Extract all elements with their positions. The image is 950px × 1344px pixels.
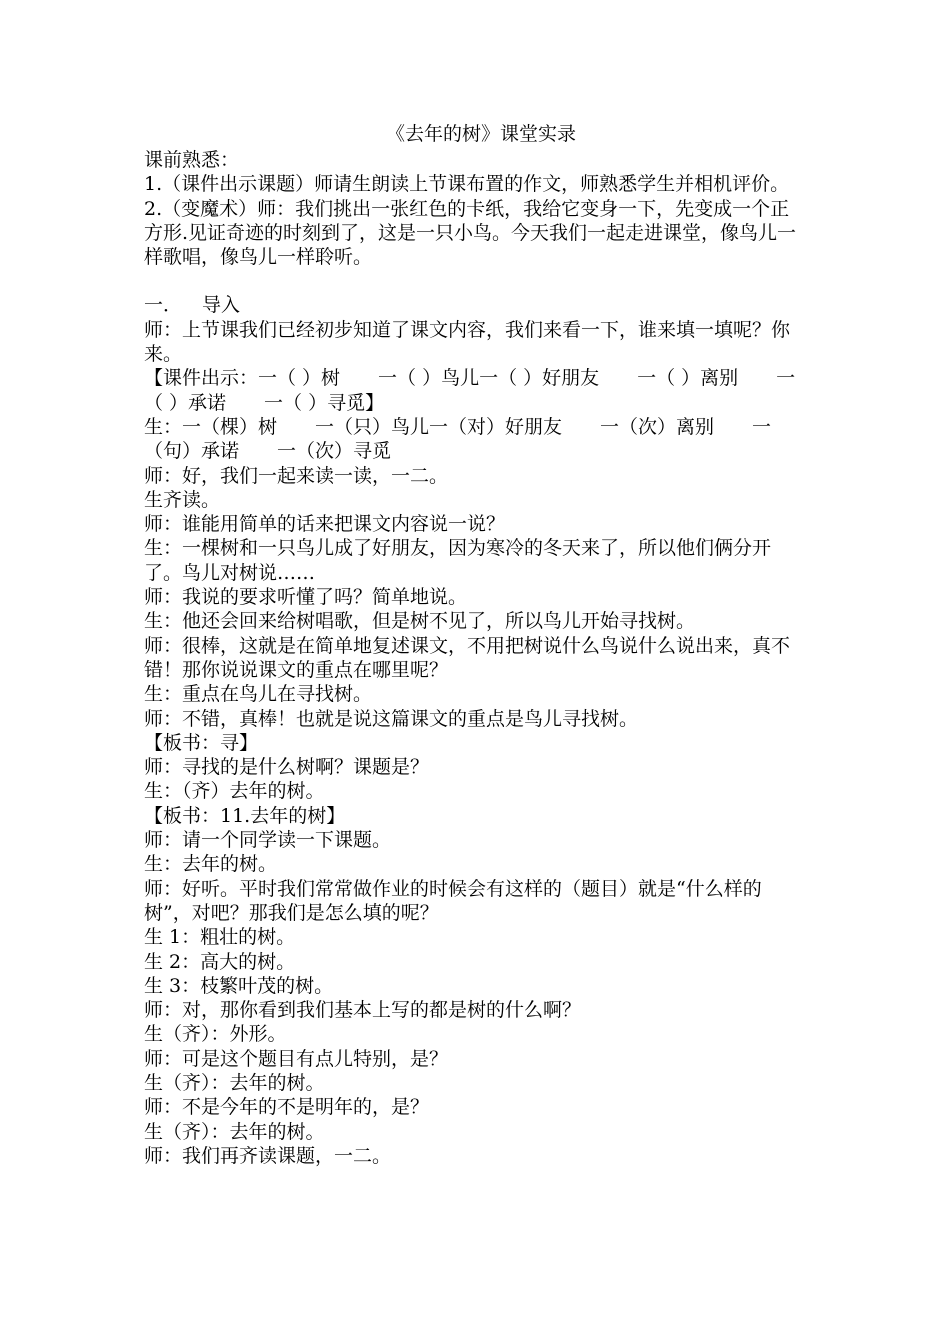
dialogue-line: 生（齐）：去年的树。 (144, 1120, 325, 1143)
dialogue-line: 师：寻找的是什么树啊？课题是？ (144, 756, 430, 779)
document-title: 《去年的树》课堂实录 (385, 123, 576, 145)
dialogue-line: 生 2：高大的树。 (144, 950, 296, 973)
dialogue-line: 师：谁能用简单的话来把课文内容说一说？ (144, 513, 506, 536)
dialogue-line: 师：好，我们一起来读一读，一二。 (144, 464, 449, 487)
dialogue-line: 生 3：枝繁叶茂的树。 (144, 974, 334, 997)
section-title: 导入 (202, 294, 241, 317)
section-heading (144, 293, 808, 317)
dialogue-line: 生（齐）：去年的树。 (144, 1071, 325, 1094)
dialogue-line: 生：他还会回来给树唱歌，但是树不见了，所以鸟儿开始寻找树。 (144, 610, 696, 633)
dialogue-line: 师：很棒，这就是在简单地复述课文，不用把树说什么鸟说什么说出来，真不错！那你说说课文的重点在哪里呢？ (144, 634, 791, 681)
dialogue-line: 师：不错，真棒！也就是说这篇课文的重点是鸟儿寻找树。 (144, 707, 639, 730)
dialogue-line: 【板书：11.去年的树】 (144, 804, 346, 827)
pre-paragraph-1: 1.（课件出示课题）师请生朗读上节课布置的作文，师熟悉学生并相机评价。 (144, 173, 790, 196)
dialogue-line: 师：我们再齐读课题，一二。 (144, 1144, 392, 1167)
dialogue-line: 生齐读。 (144, 488, 221, 511)
dialogue-line: 师：可是这个题目有点儿特别，是？ (144, 1047, 449, 1070)
dialogue-line: 生：一棵树和一只鸟儿成了好朋友，因为寒冷的冬天来了，所以他们俩分开了。鸟儿对树说…… (144, 537, 772, 584)
dialogue-line: 生（齐）：外形。 (144, 1023, 287, 1046)
dialogue-line: 师：好听。平时我们常常做作业的时候会有这样的（题目）就是“什么样的树”，对吧？那我们是怎么填的呢？ (144, 877, 762, 924)
dialogue-line: 生：去年的树。 (144, 853, 278, 876)
dialogue-line: 生：一（棵）树 一（只）鸟儿一（对）好朋友 一（次）离别 一（句）承诺 一（次）寻觅 (144, 415, 772, 463)
dialogue-line: 生 1：粗壮的树。 (144, 926, 296, 949)
dialogue-line: 师：上节课我们已经初步知道了课文内容，我们来看一下，谁来填一填呢？你来。 (144, 318, 791, 366)
dialogue-line: 师：不是今年的不是明年的，是？ (144, 1096, 430, 1119)
dialogue-line: 【板书：寻】 (144, 731, 259, 754)
document-page (144, 120, 808, 1168)
section-number: 一． (144, 294, 183, 317)
dialogue-line: 生：重点在鸟儿在寻找树。 (144, 683, 373, 706)
pre-paragraph-2: 2.（变魔术）师：我们挑出一张红色的卡纸，我给它变身一下，先变成一个正方形.见证奇迹的时刻到了，这是一只小鸟。今天我们一起走进课堂，像鸟儿一样歌唱，像鸟儿一样聆听。 (144, 197, 797, 269)
dialogue-line: 师：对，那你看到我们基本上写的都是树的什么啊？ (144, 999, 582, 1022)
dialogue-line: 师：请一个同学读一下课题。 (144, 829, 392, 852)
pre-heading: 课前熟悉： (144, 149, 240, 171)
dialogue-line: 【课件出示：一（ ）树 一（ ）鸟儿一（ ）好朋友 一（ ）离别 一（ ）承诺 一（ ）寻觅】 (144, 367, 796, 414)
spacer (144, 269, 808, 293)
dialogue-line: 生：（齐）去年的树。 (144, 780, 325, 803)
dialogue-line: 师：我说的要求听懂了吗？简单地说。 (144, 586, 468, 609)
